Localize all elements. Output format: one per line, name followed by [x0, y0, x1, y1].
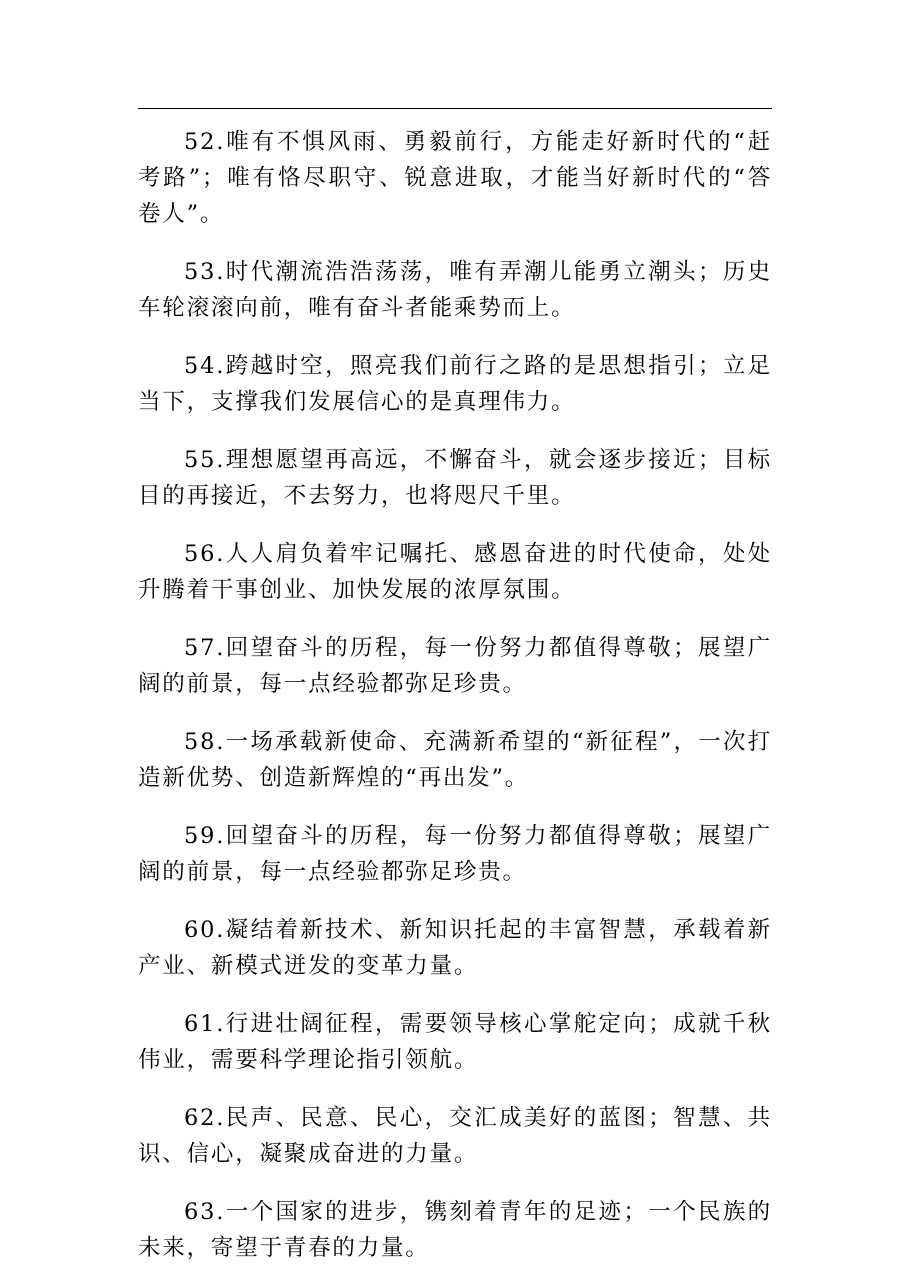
paragraph-53: 53.时代潮流浩浩荡荡，唯有弄潮儿能勇立潮头；历史车轮滚滚向前，唯有奋斗者能乘势而上。: [138, 259, 772, 321]
paragraph-56: 56.人人肩负着牢记嘱托、感恩奋进的时代使命，处处升腾着干事创业、加快发展的浓厚氛围。: [138, 541, 772, 603]
paragraph-62: 62.民声、民意、民心，交汇成美好的蓝图；智慧、共识、信心，凝聚成奋进的力量。: [138, 1105, 772, 1167]
paragraph-55: 55.理想愿望再高远，不懈奋斗，就会逐步接近；目标目的再接近，不去努力，也将咫尺千里。: [138, 447, 772, 509]
paragraph-60: 60.凝结着新技术、新知识托起的丰富智慧，承载着新产业、新模式迸发的变革力量。: [138, 917, 772, 979]
document-body: [138, 124, 772, 1288]
paragraph-57: 57.回望奋斗的历程，每一份努力都值得尊敬；展望广阔的前景，每一点经验都弥足珍贵。: [138, 635, 772, 697]
paragraph-54: 54.跨越时空，照亮我们前行之路的是思想指引；立足当下，支撑我们发展信心的是真理伟力。: [138, 353, 772, 415]
paragraph-63: 63.一个国家的进步，镌刻着青年的足迹；一个民族的未来，寄望于青春的力量。: [138, 1199, 772, 1261]
paragraph-61: 61.行进壮阔征程，需要领导核心掌舵定向；成就千秋伟业，需要科学理论指引领航。: [138, 1011, 772, 1073]
header-rule: [138, 108, 772, 109]
paragraph-59: 59.回望奋斗的历程，每一份努力都值得尊敬；展望广阔的前景，每一点经验都弥足珍贵。: [138, 823, 772, 885]
paragraph-52: 52.唯有不惧风雨、勇毅前行，方能走好新时代的“赶考路”；唯有恪尽职守、锐意进取，才能当好新时代的“答卷人”。: [138, 129, 772, 227]
paragraph-58: 58.一场承载新使命、充满新希望的“新征程”，一次打造新优势、创造新辉煌的“再出发”。: [138, 729, 772, 791]
